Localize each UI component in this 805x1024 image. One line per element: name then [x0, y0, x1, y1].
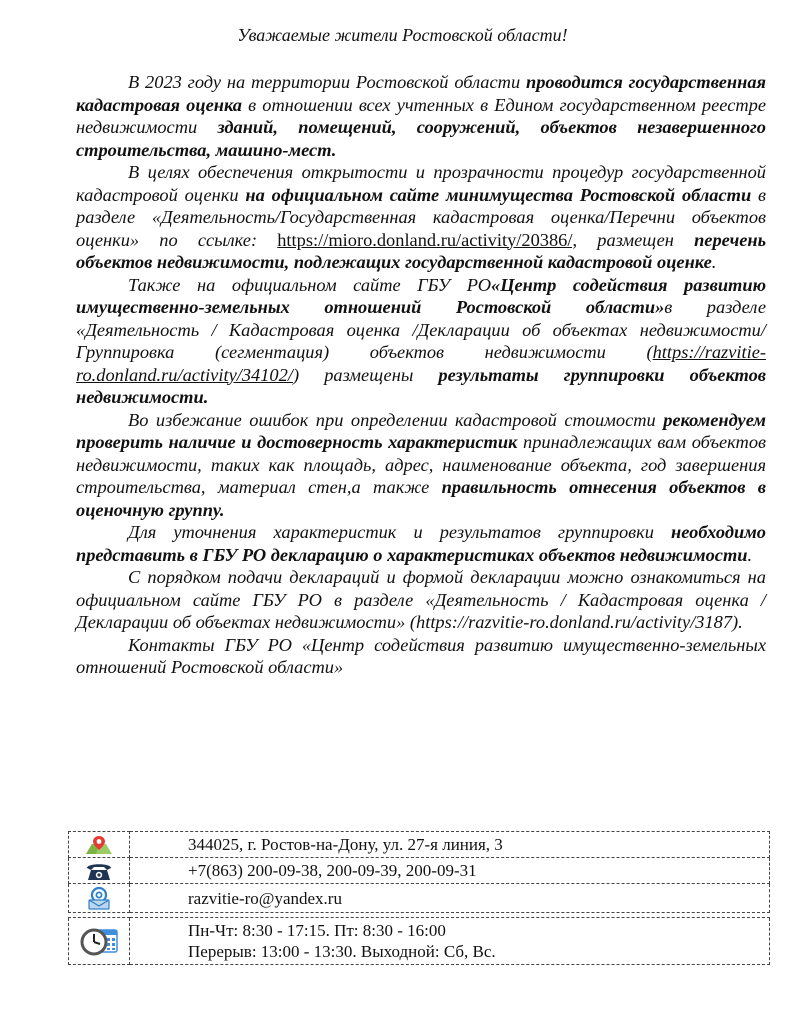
paragraph-contacts-intro: Контакты ГБУ РО «Центр содействия развитию имущественно-земельных отношений Ростовской области» — [76, 634, 766, 677]
telephone-icon — [84, 860, 114, 882]
email-icon — [85, 886, 113, 910]
contact-row-email — [69, 884, 770, 913]
mioro-link[interactable]: https://mioro.donland.ru/activity/20386/, — [277, 229, 578, 250]
text-span: Также на официальном сайте ГБУ РО — [128, 274, 491, 295]
text-span: В целях обеспечения открытости и прозрачности процедур государственной кадастровой оценки — [76, 162, 766, 205]
paragraph-ministry-site — [76, 161, 766, 274]
location-pin-icon — [84, 834, 114, 856]
razvitie-grouping-link[interactable]: https://razvitie-ro.donland.ru/activity/34102/ — [76, 342, 766, 385]
contact-row-hours — [69, 918, 770, 965]
text-span: в разделе «Деятельность/Государственная кадастровая оценка/Перечни объектов оценки» по ссылке: — [76, 184, 766, 250]
document-body — [76, 71, 766, 679]
text-span: Во избежание ошибок при определении кадастровой стоимости — [128, 409, 664, 430]
bold-span: результаты группировки объектов недвижимости. — [76, 364, 766, 407]
bold-span: проводится государственная кадастровая оценка — [76, 72, 766, 115]
paragraph-declaration — [76, 521, 766, 566]
text-span: размещен — [577, 229, 695, 250]
bold-span: на официальном сайте минимущества Ростовской области — [245, 184, 752, 205]
address-text: 344025, г. Ростов-на-Дону, ул. 27-я линия, 3 — [130, 832, 770, 858]
hours-line-weekdays: Пн-Чт: 8:30 - 17:15. Пт: 8:30 - 16:00 — [188, 921, 446, 940]
document-heading: Уважаемые жители Ростовской области! — [237, 25, 568, 45]
hours-line-break: Перерыв: 13:00 - 13:30. Выходной: Сб, Вс. — [188, 942, 496, 961]
paragraph-declaration-procedure: С порядком подачи деклараций и формой декларации можно ознакомиться на официальном сайте ГБУ РО в разделе «Деятельность / Кадастровая оценка / Декларации об объектах недвижимости» (https://razvitie-ro.donland.ru/activity/3187). — [76, 567, 766, 632]
text-span: Для уточнения характеристик и результатов группировки — [128, 522, 672, 542]
bold-span: «Центр содействия развитию имущественно-земельных отношений Ростовской области» — [76, 274, 767, 317]
email-text[interactable]: razvitie-ro@yandex.ru — [130, 884, 770, 913]
text-span: ) размещены — [292, 364, 439, 385]
bold-span: зданий, помещений, сооружений, объектов незавершенного строительства, машино-мест. — [76, 117, 767, 160]
text-span: . — [747, 544, 753, 565]
contact-row-address — [69, 832, 770, 858]
text-span: в разделе «Деятельность / Кадастровая оценка /Декларации об объектах недвижимости/ Группировка (сегментация) объектов недвижимости ( — [76, 297, 767, 362]
bold-span: рекомендуем проверить наличие и достоверность характеристик — [76, 409, 766, 452]
bold-span: перечень объектов недвижимости, подлежащих государственной кадастровой оценке — [76, 229, 766, 272]
contact-row-phone — [69, 858, 770, 884]
paragraph-check-characteristics — [76, 409, 766, 522]
phone-text: +7(863) 200-09-38, 200-09-39, 200-09-31 — [130, 858, 770, 884]
text-span: . — [711, 252, 717, 272]
paragraph-assessment — [76, 71, 766, 161]
icon-cell — [69, 884, 130, 913]
icon-cell — [69, 832, 130, 858]
contacts-table — [68, 831, 770, 965]
text-span: в отношении всех учтенных в Едином государственном реестре недвижимости — [76, 94, 766, 137]
bold-span: правильность отнесения объектов в оценочную группу. — [76, 477, 766, 520]
text-span: В 2023 году на территории Ростовской области — [128, 72, 526, 92]
text-span: принадлежащих вам объектов недвижимости, таких как площадь, адрес, наименование объекта, год завершения строительства, материал стен,а также — [76, 432, 767, 497]
paragraph-gbu-site — [76, 274, 766, 409]
icon-cell — [69, 858, 130, 884]
icon-cell — [69, 918, 130, 965]
clock-calendar-icon — [79, 924, 119, 958]
hours-text — [130, 918, 770, 965]
bold-span: необходимо представить в ГБУ РО декларацию о характеристиках объектов недвижимости — [76, 522, 766, 565]
